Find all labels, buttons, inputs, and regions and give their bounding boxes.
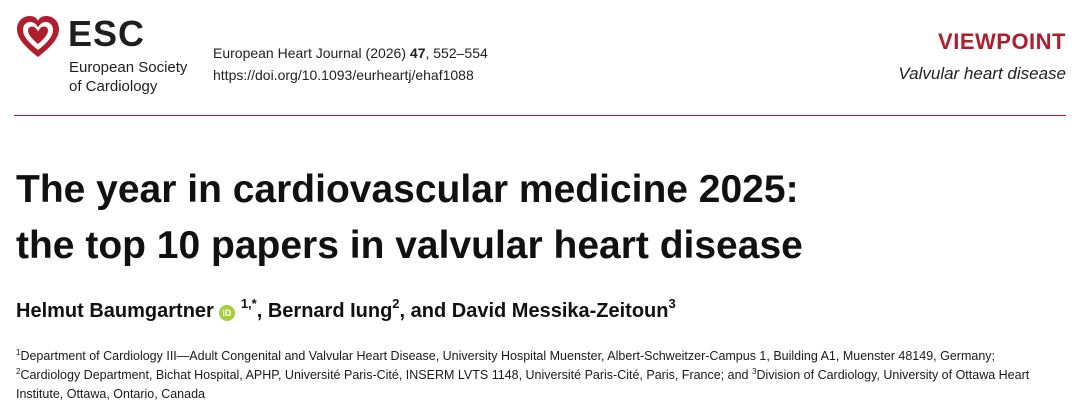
title-line-2: the top 10 papers in valvular heart disease bbox=[16, 224, 803, 267]
affiliations bbox=[16, 347, 1066, 404]
brand-logo-text: ESC bbox=[68, 13, 146, 54]
society-name bbox=[69, 58, 187, 96]
affiliation-text: Division of Cardiology, University of Ottawa Heart Institute, Ottawa, Ontario, Canada bbox=[16, 368, 1030, 401]
affiliation-marker: 3 bbox=[751, 367, 757, 376]
author-affiliation-marker: 2 bbox=[392, 296, 400, 311]
author-name[interactable]: David Messika-Zeitoun bbox=[451, 300, 669, 322]
affiliation-marker: 1 bbox=[16, 348, 21, 357]
orcid-icon[interactable]: iD bbox=[219, 305, 235, 321]
author-separator: , and bbox=[399, 300, 452, 322]
author-name[interactable]: Bernard Iung bbox=[267, 300, 393, 322]
author-affiliation-marker: 3 bbox=[668, 296, 676, 311]
society-name-line2: of Cardiology bbox=[69, 78, 158, 95]
author-name[interactable]: Helmut Baumgartner bbox=[16, 300, 214, 322]
affiliation-text: Department of Cardiology III—Adult Congenital and Valvular Heart Disease, University Hospital Muenster, Albert-Schweitzer-Campus 1, Building A1, Muenster 48149, Germany; bbox=[20, 349, 995, 363]
journal-pages: , 552–554 bbox=[425, 45, 488, 61]
affiliation-text: Cardiology Department, Bichat Hospital, APHP, Université Paris-Cité, INSERM LVTS 1148, Université Paris-Cité, Paris, France; and bbox=[20, 368, 752, 382]
article-type: VIEWPOINT bbox=[938, 29, 1066, 54]
heart-logo-icon bbox=[14, 13, 62, 61]
author-affiliation-marker: 1,* bbox=[240, 296, 257, 311]
article-section: Valvular heart disease bbox=[898, 64, 1066, 83]
journal-volume: 47 bbox=[409, 45, 426, 61]
society-name-line1: European Society bbox=[69, 59, 188, 76]
doi-link[interactable]: https://doi.org/10.1093/eurheartj/ehaf1088 bbox=[213, 67, 474, 83]
journal-reference bbox=[213, 42, 488, 64]
journal-citation bbox=[213, 42, 488, 86]
author-list bbox=[16, 298, 676, 324]
journal-name: European Heart Journal (2026) bbox=[213, 45, 407, 61]
title-line-1: The year in cardiovascular medicine 2025: bbox=[16, 168, 799, 211]
author-separator: , bbox=[256, 300, 268, 322]
article-title bbox=[16, 162, 803, 274]
header-divider bbox=[14, 115, 1066, 116]
affiliation-marker: 2 bbox=[16, 367, 21, 376]
